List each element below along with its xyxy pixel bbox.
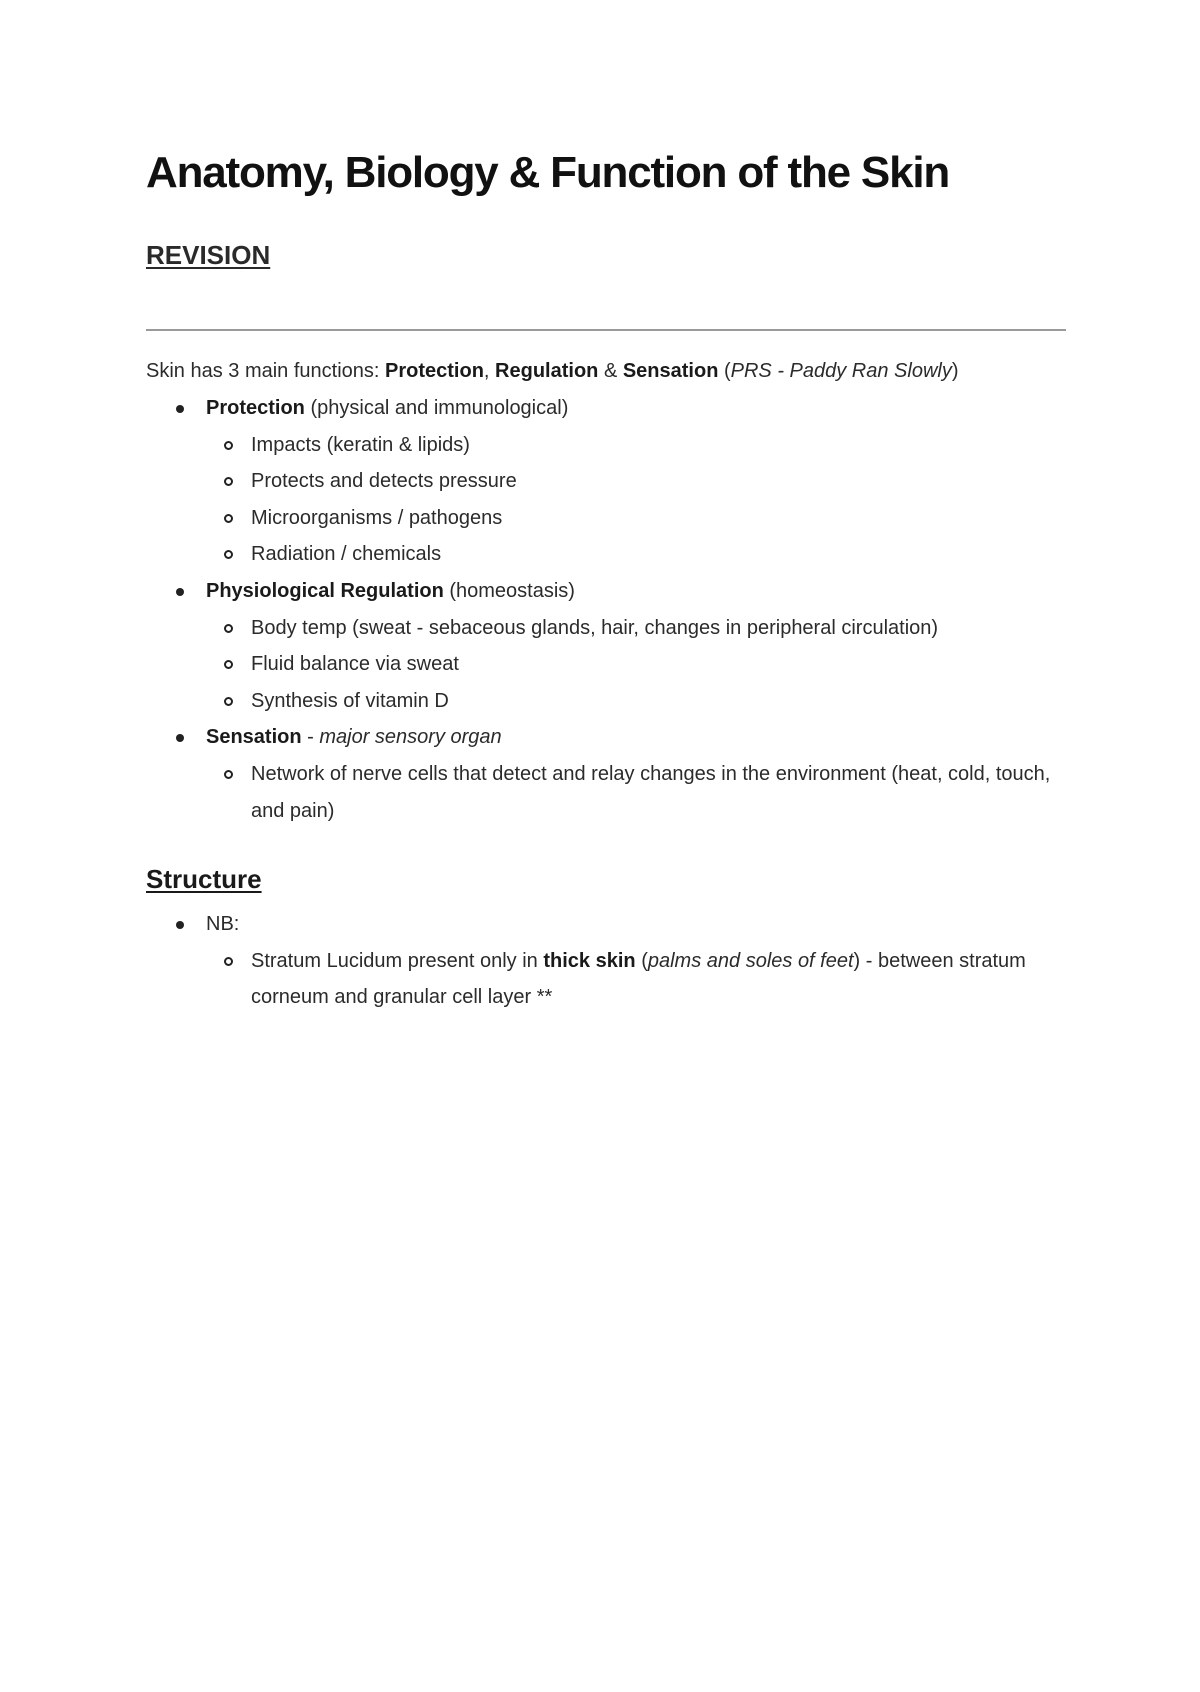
nb-sublist (206, 943, 1066, 1016)
function-detail: (homeostasis) (443, 579, 575, 602)
note-post: ) - between stratum corneum and granular cell layer ** (251, 949, 1026, 1009)
document-title: Anatomy, Biology & Function of the Skin (146, 148, 950, 197)
list-item-protection (146, 390, 1066, 573)
note-bold: thick skin (543, 949, 636, 972)
intro-paragraph (146, 353, 959, 390)
hollow-bullet-icon (224, 514, 233, 523)
list-item-text: Synthesis of vitamin D (251, 689, 449, 712)
filled-bullet-icon (176, 588, 184, 596)
list-item (206, 610, 1066, 647)
list-item (206, 536, 1066, 573)
intro-function-protection: Protection (385, 360, 484, 382)
hollow-bullet-icon (224, 550, 233, 559)
function-name: Physiological Regulation (206, 579, 444, 602)
note-italic: palms and soles of feet (647, 949, 854, 972)
hollow-bullet-icon (224, 441, 233, 450)
list-item-text: Body temp (sweat - sebaceous glands, hair, changes in peripheral circulation) (251, 616, 939, 639)
hollow-bullet-icon (224, 477, 233, 486)
function-detail: (physical and immunological) (304, 397, 569, 419)
hollow-bullet-icon (224, 697, 233, 706)
filled-bullet-icon (176, 921, 184, 929)
hollow-bullet-icon (224, 957, 233, 966)
list-item-text: Radiation / chemicals (251, 543, 442, 566)
intro-separator: & (598, 360, 623, 382)
intro-lead: Skin has 3 main functions: (146, 360, 386, 382)
list-item (206, 500, 1066, 537)
intro-function-regulation: Regulation (495, 360, 599, 382)
function-dash: - (301, 726, 320, 749)
intro-paren-open: ( (718, 360, 731, 382)
protection-sublist (206, 427, 1066, 573)
revision-heading: REVISION (146, 240, 271, 270)
functions-list (146, 390, 1066, 829)
horizontal-divider (146, 329, 1066, 331)
function-name: Sensation (206, 726, 302, 749)
function-detail: major sensory organ (319, 726, 502, 749)
list-item-text: Impacts (keratin & lipids) (251, 433, 470, 456)
list-item (206, 943, 1066, 1016)
sensation-sublist (206, 756, 1066, 829)
note-pre: Stratum Lucidum present only in (251, 949, 544, 972)
filled-bullet-icon (176, 405, 184, 413)
note-mid: ( (635, 949, 648, 972)
structure-list (146, 906, 1066, 1016)
intro-mnemonic: PRS - Paddy Ran Slowly (730, 360, 952, 382)
list-item-text: Network of nerve cells that detect and relay changes in the environment (heat, cold, touch, and pain) (251, 762, 1051, 822)
intro-function-sensation: Sensation (622, 360, 719, 382)
nb-label: NB: (206, 913, 240, 935)
list-item (206, 756, 1066, 829)
function-name: Protection (206, 397, 305, 419)
list-item-text: Microorganisms / pathogens (251, 506, 503, 529)
hollow-bullet-icon (224, 770, 233, 779)
list-item (206, 427, 1066, 464)
list-item-sensation (146, 719, 1066, 829)
list-item-text: Protects and detects pressure (251, 470, 517, 493)
list-item-regulation (146, 573, 1066, 719)
hollow-bullet-icon (224, 660, 233, 669)
list-item-text: Fluid balance via sweat (251, 653, 459, 676)
list-item (206, 683, 1066, 720)
list-item (206, 463, 1066, 500)
regulation-sublist (206, 610, 1066, 720)
structure-heading: Structure (146, 864, 262, 894)
hollow-bullet-icon (224, 624, 233, 633)
list-item-nb (146, 906, 1066, 1016)
intro-paren-close: ) (951, 360, 959, 382)
filled-bullet-icon (176, 734, 184, 742)
intro-separator: , (483, 360, 496, 382)
list-item (206, 646, 1066, 683)
